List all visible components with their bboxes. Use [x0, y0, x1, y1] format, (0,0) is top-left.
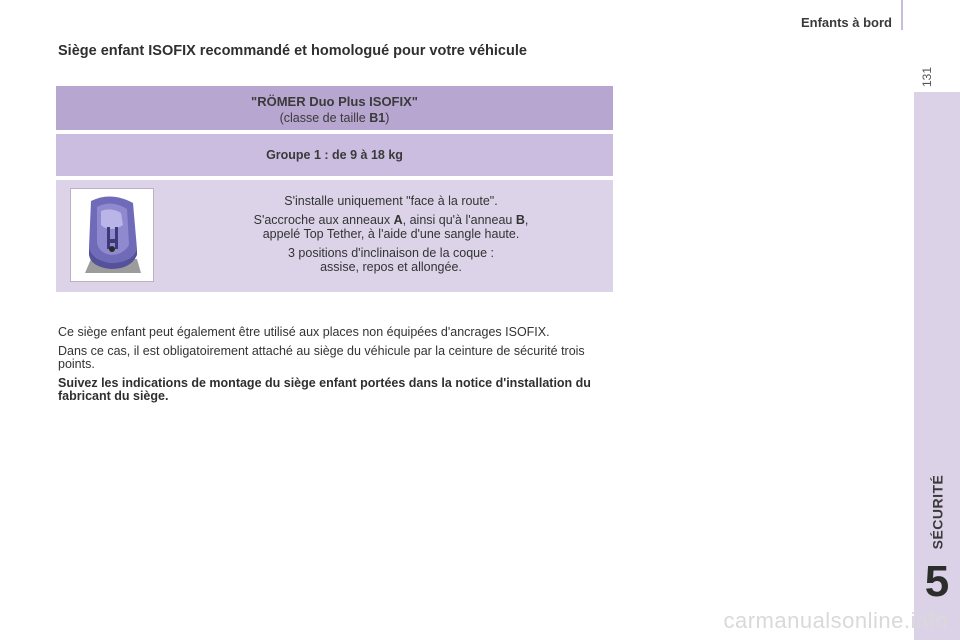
anchor-a-label: A — [393, 213, 403, 227]
chapter-number: 5 — [924, 557, 950, 606]
seat-size-class: (classe de taille B1) — [279, 111, 390, 125]
anchor-b-label: B — [515, 213, 525, 227]
child-seat-illustration — [70, 188, 154, 282]
body-text — [58, 326, 618, 409]
child-seat-image — [71, 189, 153, 281]
section-title: Siège enfant ISOFIX recommandé et homologué pour votre véhicule — [58, 43, 527, 59]
paragraph-non-isofix: Ce siège enfant peut également être utilisé aux places non équipées d'ancrages ISOFIX. — [58, 325, 550, 339]
seat-model-row — [56, 86, 613, 130]
size-class-code: B1 — [369, 111, 386, 125]
watermark: carmanualsonline.info — [723, 608, 948, 633]
attachment-info: S'accroche aux anneaux A, ainsi qu'à l'anneau B, appelé Top Tether, à l'aide d'une sangle haute. — [253, 213, 529, 241]
weight-group-row: Groupe 1 : de 9 à 18 kg — [56, 134, 613, 176]
seat-instructions — [206, 194, 576, 279]
running-header: Enfants à bord — [800, 15, 892, 30]
seat-detail-row — [56, 180, 613, 292]
seat-model-name: "RÖMER Duo Plus ISOFIX" — [251, 94, 418, 109]
chapter-name: SÉCURITÉ — [929, 474, 946, 550]
paragraph-seatbelt: Dans ce cas, il est obligatoirement attaché au siège du véhicule par la ceinture de sécurité trois points. — [58, 344, 585, 371]
chapter-tab-label — [914, 462, 960, 562]
page-number: 131 — [920, 66, 934, 88]
top-tether-info: appelé Top Tether, à l'aide d'une sangle haute. — [262, 227, 520, 241]
recline-info: 3 positions d'inclinaison de la coque : assise, repos et allongée. — [288, 246, 494, 274]
paragraph-manufacturer-instructions: Suivez les indications de montage du siège enfant portées dans la notice d'installation du fabricant du siège. — [58, 376, 591, 403]
header-divider — [901, 0, 903, 30]
install-direction: S'installe uniquement "face à la route". — [284, 194, 498, 208]
